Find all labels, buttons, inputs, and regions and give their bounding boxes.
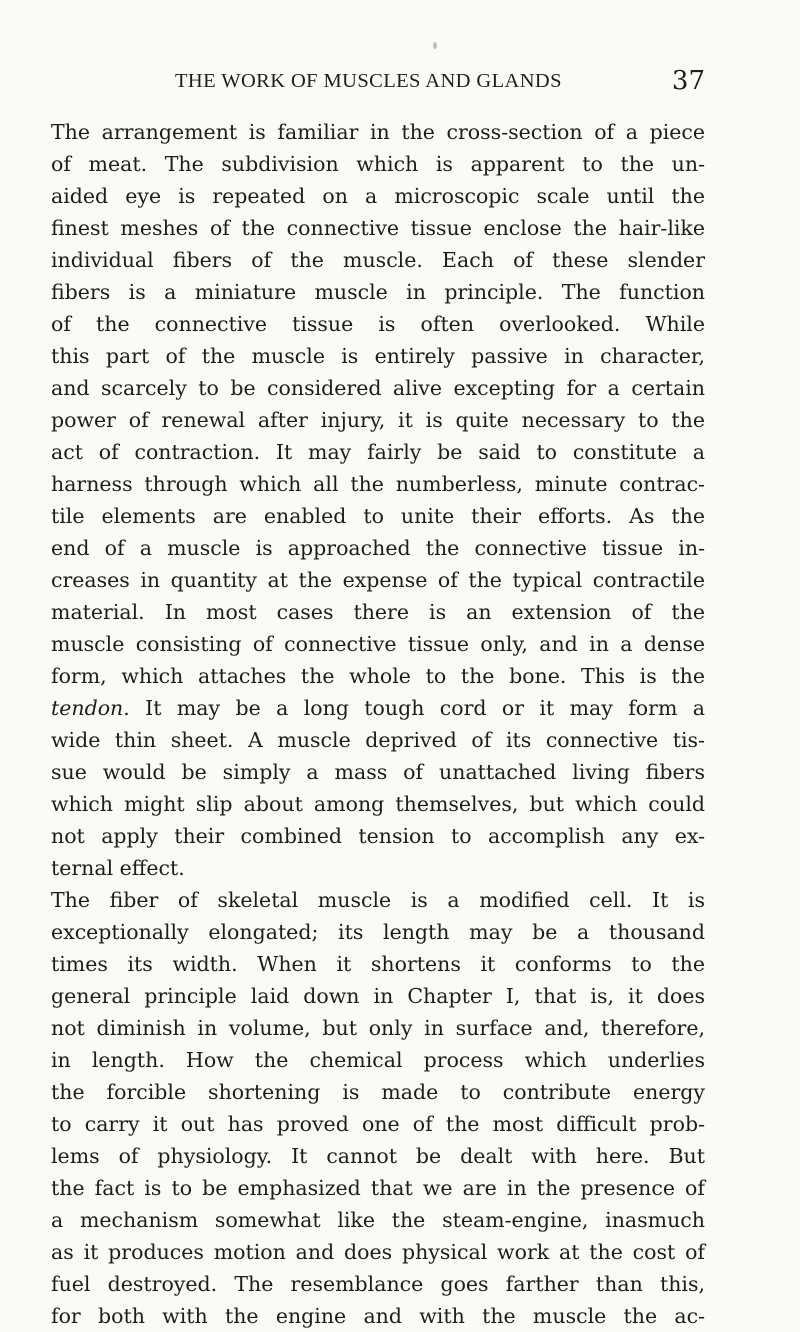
text-line: this part of the muscle is entirely passive in character, bbox=[51, 344, 705, 368]
text-line: of meat. The subdivision which is apparent to the un- bbox=[51, 152, 705, 176]
text-line: The fiber of skeletal muscle is a modified cell. It is bbox=[51, 888, 705, 912]
text-line: The arrangement is familiar in the cross-section of a piece bbox=[51, 120, 705, 144]
running-title: THE WORK OF MUSCLES AND GLANDS bbox=[175, 70, 562, 92]
text-line: individual fibers of the muscle. Each of these slender bbox=[51, 248, 705, 272]
text-line: as it produces motion and does physical work at the cost of bbox=[51, 1240, 705, 1264]
text-line: finest meshes of the connective tissue enclose the hair-like bbox=[51, 216, 705, 240]
text-line: muscle consisting of connective tissue only, and in a dense bbox=[51, 632, 705, 656]
text-line: the fact is to be emphasized that we are in the presence of bbox=[51, 1176, 705, 1200]
text-line: which might slip about among themselves, but which could bbox=[51, 792, 705, 816]
text-line: material. In most cases there is an extension of the bbox=[51, 600, 705, 624]
text-line: not diminish in volume, but only in surface and, therefore, bbox=[51, 1016, 705, 1040]
tendon-line-rest: . It may be a long tough cord or it may form a bbox=[123, 696, 705, 720]
text-line: fuel destroyed. The resemblance goes farther than this, bbox=[51, 1272, 705, 1296]
text-line: and scarcely to be considered alive excepting for a certain bbox=[51, 376, 705, 400]
text-line: creases in quantity at the expense of the typical contractile bbox=[51, 568, 705, 592]
text-line: end of a muscle is approached the connective tissue in- bbox=[51, 536, 705, 560]
tendon-term: tendon bbox=[51, 696, 124, 720]
text-line: lems of physiology. It cannot be dealt with here. But bbox=[51, 1144, 705, 1168]
text-line: fibers is a miniature muscle in principle. The function bbox=[51, 280, 705, 304]
text-line: sue would be simply a mass of unattached living fibers bbox=[51, 760, 705, 784]
text-line: not apply their combined tension to accomplish any ex- bbox=[51, 824, 705, 848]
text-line: of the connective tissue is often overlooked. While bbox=[51, 312, 705, 336]
running-head bbox=[175, 66, 705, 100]
text-line: in length. How the chemical process which underlies bbox=[51, 1048, 705, 1072]
page-number: 37 bbox=[671, 66, 705, 96]
text-line: tile elements are enabled to unite their efforts. As the bbox=[51, 504, 705, 528]
body-text bbox=[51, 116, 705, 1332]
text-line: to carry it out has proved one of the most difficult prob- bbox=[51, 1112, 705, 1136]
text-line: aided eye is repeated on a microscopic scale until the bbox=[51, 184, 705, 208]
text-line: a mechanism somewhat like the steam-engine, inasmuch bbox=[51, 1208, 705, 1232]
text-line: the forcible shortening is made to contribute energy bbox=[51, 1080, 705, 1104]
text-line: general principle laid down in Chapter I, that is, it does bbox=[51, 984, 705, 1008]
text-line: exceptionally elongated; its length may be a thousand bbox=[51, 920, 705, 944]
text-line: power of renewal after injury, it is quite necessary to the bbox=[51, 408, 705, 432]
text-line: act of contraction. It may fairly be said to constitute a bbox=[51, 440, 705, 464]
text-line: for both with the engine and with the muscle the ac- bbox=[51, 1304, 705, 1328]
text-line-tendon bbox=[51, 692, 705, 724]
ink-mark bbox=[433, 42, 437, 49]
text-line: wide thin sheet. A muscle deprived of its connective tis- bbox=[51, 728, 705, 752]
text-line: harness through which all the numberless, minute contrac- bbox=[51, 472, 705, 496]
text-line: times its width. When it shortens it conforms to the bbox=[51, 952, 705, 976]
text-line: ternal effect. bbox=[51, 856, 185, 880]
text-line: form, which attaches the whole to the bone. This is the bbox=[51, 664, 705, 688]
